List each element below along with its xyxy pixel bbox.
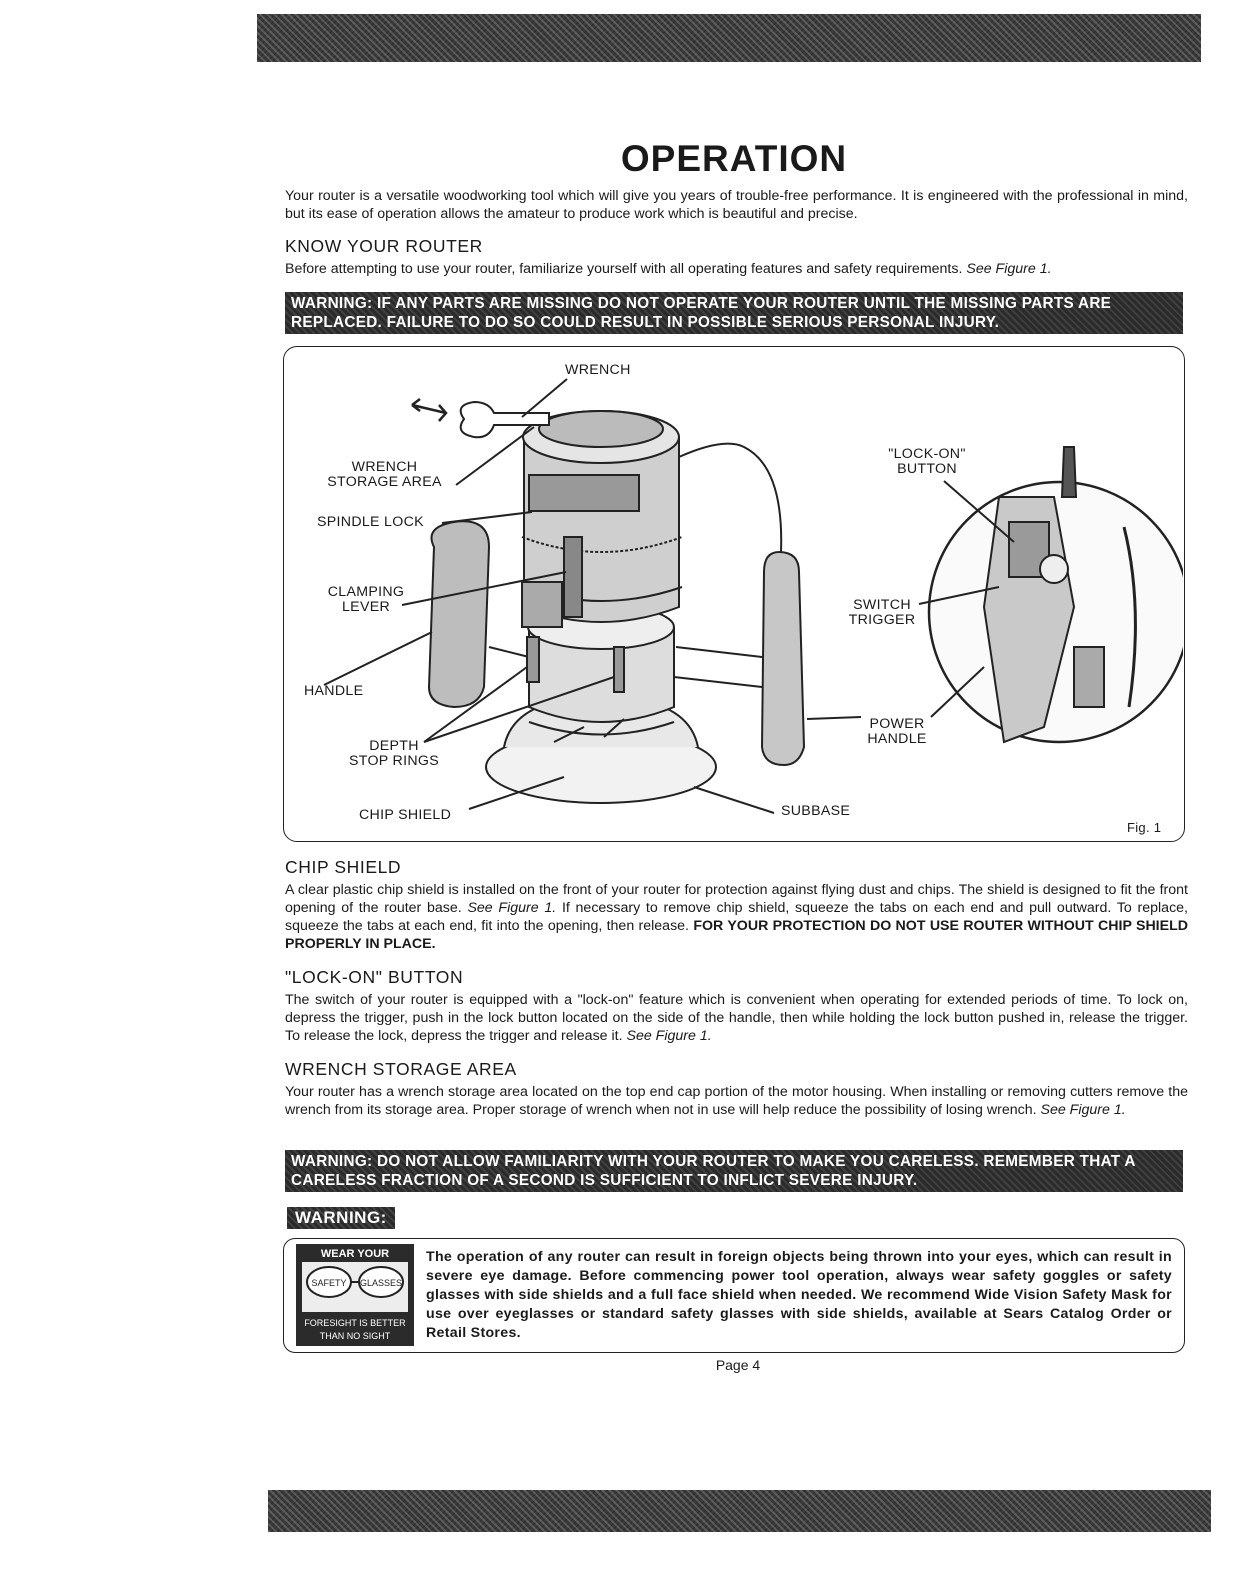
label-switch-trigger: SWITCH TRIGGER — [848, 597, 916, 628]
figure-caption: Fig. 1 — [1127, 820, 1162, 835]
label-wrench: WRENCH — [565, 362, 631, 378]
label-clamping-lever: CLAMPING LEVER — [327, 584, 405, 615]
warning-label: WARNING: — [287, 1207, 395, 1229]
know-router-heading: KNOW YOUR ROUTER — [285, 236, 483, 256]
lock-on-heading: "LOCK-ON" BUTTON — [285, 967, 464, 987]
figure-router — [283, 346, 1185, 842]
chip-shield-paragraph: A clear plastic chip shield is installed on the front of your router for protection against flying dust and chips. The shield is designed to fit the front opening of the router base. See Figure 1. If necessary to remove chip shield, squeeze the tabs on each end and pull outward. To replace, squeeze the tabs at each end, fit into the opening, then release. FOR YOUR PROTECTION DO NOT USE ROUTER WITHOUT CHIP SHIELD PROPERLY IN PLACE. — [285, 882, 1189, 952]
label-chip-shield: CHIP SHIELD — [359, 807, 452, 823]
icon-text-left: SAFETY — [311, 1278, 347, 1288]
label-wrench-storage: WRENCH STORAGE AREA — [327, 459, 442, 490]
icon-text-bottom-2: THAN NO SIGHT — [319, 1331, 391, 1341]
page-title: OPERATION — [620, 138, 848, 179]
label-lock-on-button: "LOCK-ON" BUTTON — [888, 446, 966, 477]
label-power-handle: POWER HANDLE — [867, 716, 927, 747]
intro-paragraph: Your router is a versatile woodworking tool which will give you years of trouble-free performance. It is engineered with the professional in mind, but its ease of operation allows the amateur to produce work which is beautiful and precise. — [285, 188, 1188, 222]
wear-safety-glasses-icon — [294, 1242, 418, 1350]
wrench-storage-paragraph: Your router has a wrench storage area located on the top end cap portion of the motor housing. When installing or removing cutters remove the wrench from its storage area. Proper storage of wrench when not in use will help reduce the possibility of losing wrench. See Figure 1. — [285, 1084, 1188, 1118]
bottom-decorative-band — [268, 1490, 1211, 1532]
warning-missing-parts: WARNING: IF ANY PARTS ARE MISSING DO NOT OPERATE YOUR ROUTER UNTIL THE MISSING PARTS ARE REPLACED. FAILURE TO DO SO COULD RESULT IN POSSIBLE SERIOUS PERSONAL INJURY. — [285, 292, 1183, 334]
chip-shield-heading: CHIP SHIELD — [285, 857, 402, 877]
top-decorative-band — [257, 14, 1201, 62]
label-handle: HANDLE — [304, 683, 364, 699]
label-spindle-lock: SPINDLE LOCK — [317, 514, 424, 530]
know-router-paragraph: Before attempting to use your router, familiarize yourself with all operating features and safety requirements. See Figure 1. — [285, 261, 1052, 277]
icon-text-right: GLASSES — [359, 1278, 403, 1288]
icon-text-bottom-1: FORESIGHT IS BETTER — [304, 1318, 406, 1328]
safety-glasses-text: The operation of any router can result in foreign objects being thrown into your eyes, which can result in severe eye damage. Before commencing power tool operation, always wear safety goggles or safety glasses with side shields and a full face shield when needed. We recommend Wide Vision Safety Mask for use over eyeglasses or standard safety glasses with side shields, available at Sears Catalog Order or Retail Stores. — [426, 1249, 1172, 1341]
wrench-storage-heading: WRENCH STORAGE AREA — [285, 1059, 517, 1079]
label-subbase: SUBBASE — [781, 803, 851, 819]
icon-text-top: WEAR YOUR — [320, 1248, 390, 1260]
warning-familiarity: WARNING: DO NOT ALLOW FAMILIARITY WITH YOUR ROUTER TO MAKE YOU CARELESS. REMEMBER THAT A CARELESS FRACTION OF A SECOND IS SUFFICIENT TO INFLICT SEVERE INJURY. — [285, 1150, 1183, 1192]
page-number: Page 4 — [715, 1357, 761, 1373]
label-depth-stop-rings: DEPTH STOP RINGS — [349, 738, 439, 769]
lock-on-paragraph: The switch of your router is equipped with a "lock-on" feature which is convenient when operating for extended periods of time. To lock on, depress the trigger, push in the lock button located on the side of the handle, then while holding the lock button pushed in, release the trigger. To release the lock, depress the trigger and release it. See Figure 1. — [285, 992, 1188, 1044]
